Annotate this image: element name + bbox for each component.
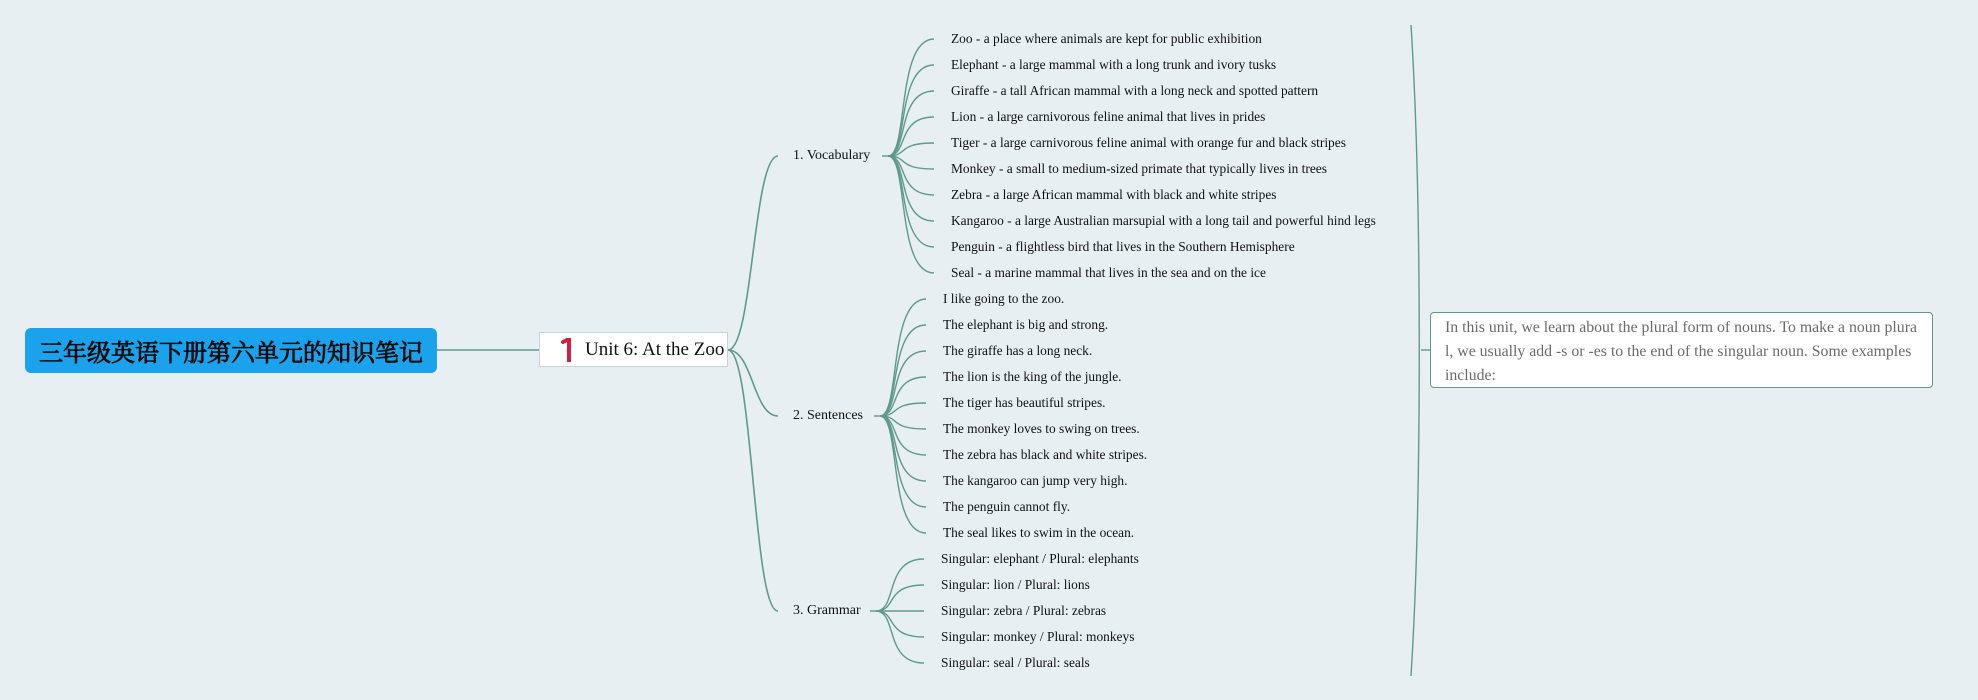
section-grammar[interactable] [793, 602, 861, 620]
section-to-item-connector [888, 65, 934, 156]
grammar-item[interactable]: Singular: seal / Plural: seals [941, 655, 1090, 670]
grammar-item[interactable]: Singular: elephant / Plural: elephants [941, 551, 1139, 566]
section-vocabulary[interactable] [793, 147, 870, 165]
grammar-item[interactable]: Singular: monkey / Plural: monkeys [941, 629, 1135, 644]
sentence-item[interactable]: The tiger has beautiful stripes. [943, 395, 1106, 410]
vocabulary-item[interactable]: Tiger - a large carnivorous feline animal with orange fur and black stripes [951, 135, 1346, 150]
section-sentences[interactable] [793, 407, 863, 425]
section-to-item-connector [880, 325, 926, 416]
mindmap-root-title[interactable] [25, 328, 437, 373]
summary-bracket [1411, 25, 1419, 676]
section-to-item-connector [880, 416, 926, 507]
section-to-item-connector [888, 156, 934, 247]
vocabulary-item[interactable]: Zebra - a large African mammal with black and white stripes [951, 187, 1277, 202]
section-to-item-connector [876, 585, 924, 611]
grammar-item[interactable]: Singular: lion / Plural: lions [941, 577, 1090, 592]
section-to-item-connector [880, 416, 926, 533]
vocabulary-item[interactable]: Seal - a marine mammal that lives in the sea and on the ice [951, 265, 1266, 280]
flag-icon [560, 338, 575, 362]
vocabulary-item[interactable]: Monkey - a small to medium-sized primate that typically lives in trees [951, 161, 1327, 176]
section-label: 2. Sentences [793, 408, 863, 423]
vocabulary-item[interactable]: Elephant - a large mammal with a long trunk and ivory tusks [951, 57, 1277, 72]
sentence-item[interactable]: The kangaroo can jump very high. [943, 473, 1128, 488]
section-label: 3. Grammar [793, 603, 861, 618]
unit-topic-node[interactable] [539, 332, 728, 367]
sentence-item[interactable]: The elephant is big and strong. [943, 317, 1109, 332]
section-to-item-connector [880, 299, 926, 416]
section-to-item-connector [888, 156, 934, 273]
vocabulary-item[interactable]: Lion - a large carnivorous feline animal that lives in prides [951, 109, 1266, 124]
sentence-item[interactable]: The zebra has black and white stripes. [943, 447, 1148, 462]
sentence-item[interactable]: The giraffe has a long neck. [943, 343, 1093, 358]
sentence-item[interactable]: The lion is the king of the jungle. [943, 369, 1122, 384]
vocabulary-item[interactable]: Giraffe - a tall African mammal with a long neck and spotted pattern [951, 83, 1319, 98]
grammar-item[interactable]: Singular: zebra / Plural: zebras [941, 603, 1107, 618]
section-label: 1. Vocabulary [793, 148, 871, 163]
unit-title: Unit 6: At the Zoo [585, 338, 725, 360]
vocabulary-item[interactable]: Zoo - a place where animals are kept for public exhibition [951, 31, 1262, 46]
sentence-item[interactable]: I like going to the zoo. [943, 291, 1065, 306]
unit-to-section-connector [728, 156, 778, 350]
section-to-item-connector [888, 39, 934, 156]
unit-to-section-connector [728, 350, 778, 611]
section-to-item-connector [876, 611, 924, 637]
sentence-item[interactable]: The monkey loves to swing on trees. [943, 421, 1140, 436]
vocabulary-item[interactable]: Kangaroo - a large Australian marsupial with a long tail and powerful hind legs [951, 213, 1376, 228]
root-title-text: 三年级英语下册第六单元的知识笔记 [39, 339, 423, 367]
grammar-note-box[interactable] [1430, 312, 1933, 388]
sentence-item[interactable]: The penguin cannot fly. [943, 499, 1071, 514]
sentence-item[interactable]: The seal likes to swim in the ocean. [943, 525, 1135, 540]
vocabulary-item[interactable]: Penguin - a flightless bird that lives in the Southern Hemisphere [951, 239, 1295, 254]
note-text: In this unit, we learn about the plural form of nouns. To make a noun plural, we usually add -s or -es to the end of the singular noun. Some examples include: [1445, 319, 1917, 384]
